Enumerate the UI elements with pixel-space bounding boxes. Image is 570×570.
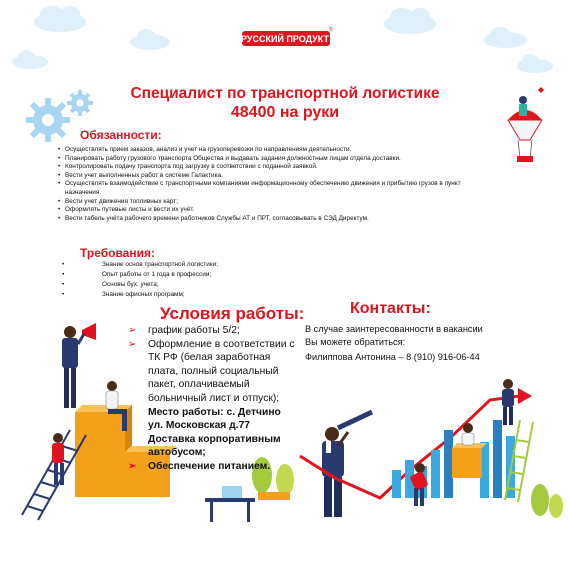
logo-trademark: ® <box>329 27 333 33</box>
conditions-heading: Условия работы: <box>160 304 305 323</box>
vacancy-salary: 48400 на руки <box>230 104 340 121</box>
logo-text: РУССКИЙ ПРОДУКТ <box>241 34 329 44</box>
cloud-icon <box>483 27 527 48</box>
requirements-list <box>60 260 300 300</box>
contact-phone: Филиппова Антонина – 8 (910) 916-06-44 <box>305 352 480 362</box>
list-item: • Осуществлять взаимодействие с транспортными компаниями информационному обеспечению движения и прибытию грузов в пункт назначения. <box>58 180 498 197</box>
contacts-heading: Контакты: <box>350 300 431 317</box>
orange-cube <box>452 443 487 478</box>
contact-line: Вы можете обратиться: <box>305 337 406 347</box>
cloud-icon <box>517 54 553 73</box>
plant-icon <box>531 484 563 518</box>
cloud-icon <box>130 29 170 50</box>
contact-line: В случае заинтересованности в вакансии <box>305 324 483 334</box>
megaphone-icon <box>78 323 96 344</box>
person-standing-right <box>502 379 514 425</box>
list-item: • Контролировать подачу транспорта под загрузку в соответствии с поданной заявкой. <box>58 163 498 172</box>
list-item: • Вести учет выполненных работ в системе Галактика. <box>58 172 498 181</box>
requirements-heading: Требования: <box>80 246 155 260</box>
person-on-cube <box>462 423 474 445</box>
list-item: • Планировать работу грузового транспорта Общества и выдавать задания должностным лицам отдела доставки. <box>58 155 498 164</box>
person-on-ladder <box>52 433 64 485</box>
list-item: • Вести табель учёта рабочего времени работников Службы АТ и ПРТ, согласовывать в СЭД Директум. <box>58 215 498 224</box>
list-item: • Основы бух. учета; <box>60 280 300 290</box>
list-item: Место работы: с. Детчино ул. Московская д.77 <box>148 406 281 432</box>
list-item: ➢ Обеспечение питанием. <box>128 460 296 474</box>
telescope-icon <box>338 412 372 446</box>
list-item: • Знание офисных программ; <box>60 290 300 300</box>
desk-with-laptop <box>205 486 255 522</box>
conditions-list <box>128 324 296 474</box>
duties-heading: Обязанности: <box>80 128 162 142</box>
list-item: • Опыт работы от 1 года в профессии; <box>60 270 300 280</box>
list-item: • Оформлять путевые листы и вести их учёт. <box>58 206 498 215</box>
list-item: ➢ Оформление в соответствии с ТК РФ (белая заработная плата, полный социальный пакет, оплачиваемый больничный лист и отпуск); <box>128 338 296 406</box>
list-item: • Вести учет движения топливных карт; <box>58 198 498 207</box>
list-item: • Осуществлять прием заказов, анализ и учет на грузоперевозки по направлениям деятельности. <box>58 146 498 155</box>
brand-logo <box>240 22 332 50</box>
duties-list <box>58 146 498 223</box>
cloud-icon <box>34 6 86 32</box>
vacancy-title: Специалист по транспортной логистике <box>130 85 440 102</box>
cloud-icon <box>384 8 436 34</box>
list-item: Доставка корпоративным автобусом; <box>148 433 281 459</box>
list-item: ➢ график работы 5/2; <box>128 324 296 338</box>
man-with-telescope <box>322 412 372 517</box>
cloud-icon <box>12 50 48 69</box>
woman-with-megaphone <box>62 323 96 408</box>
list-item: • Знание основ транспортной логистики; <box>60 260 300 270</box>
